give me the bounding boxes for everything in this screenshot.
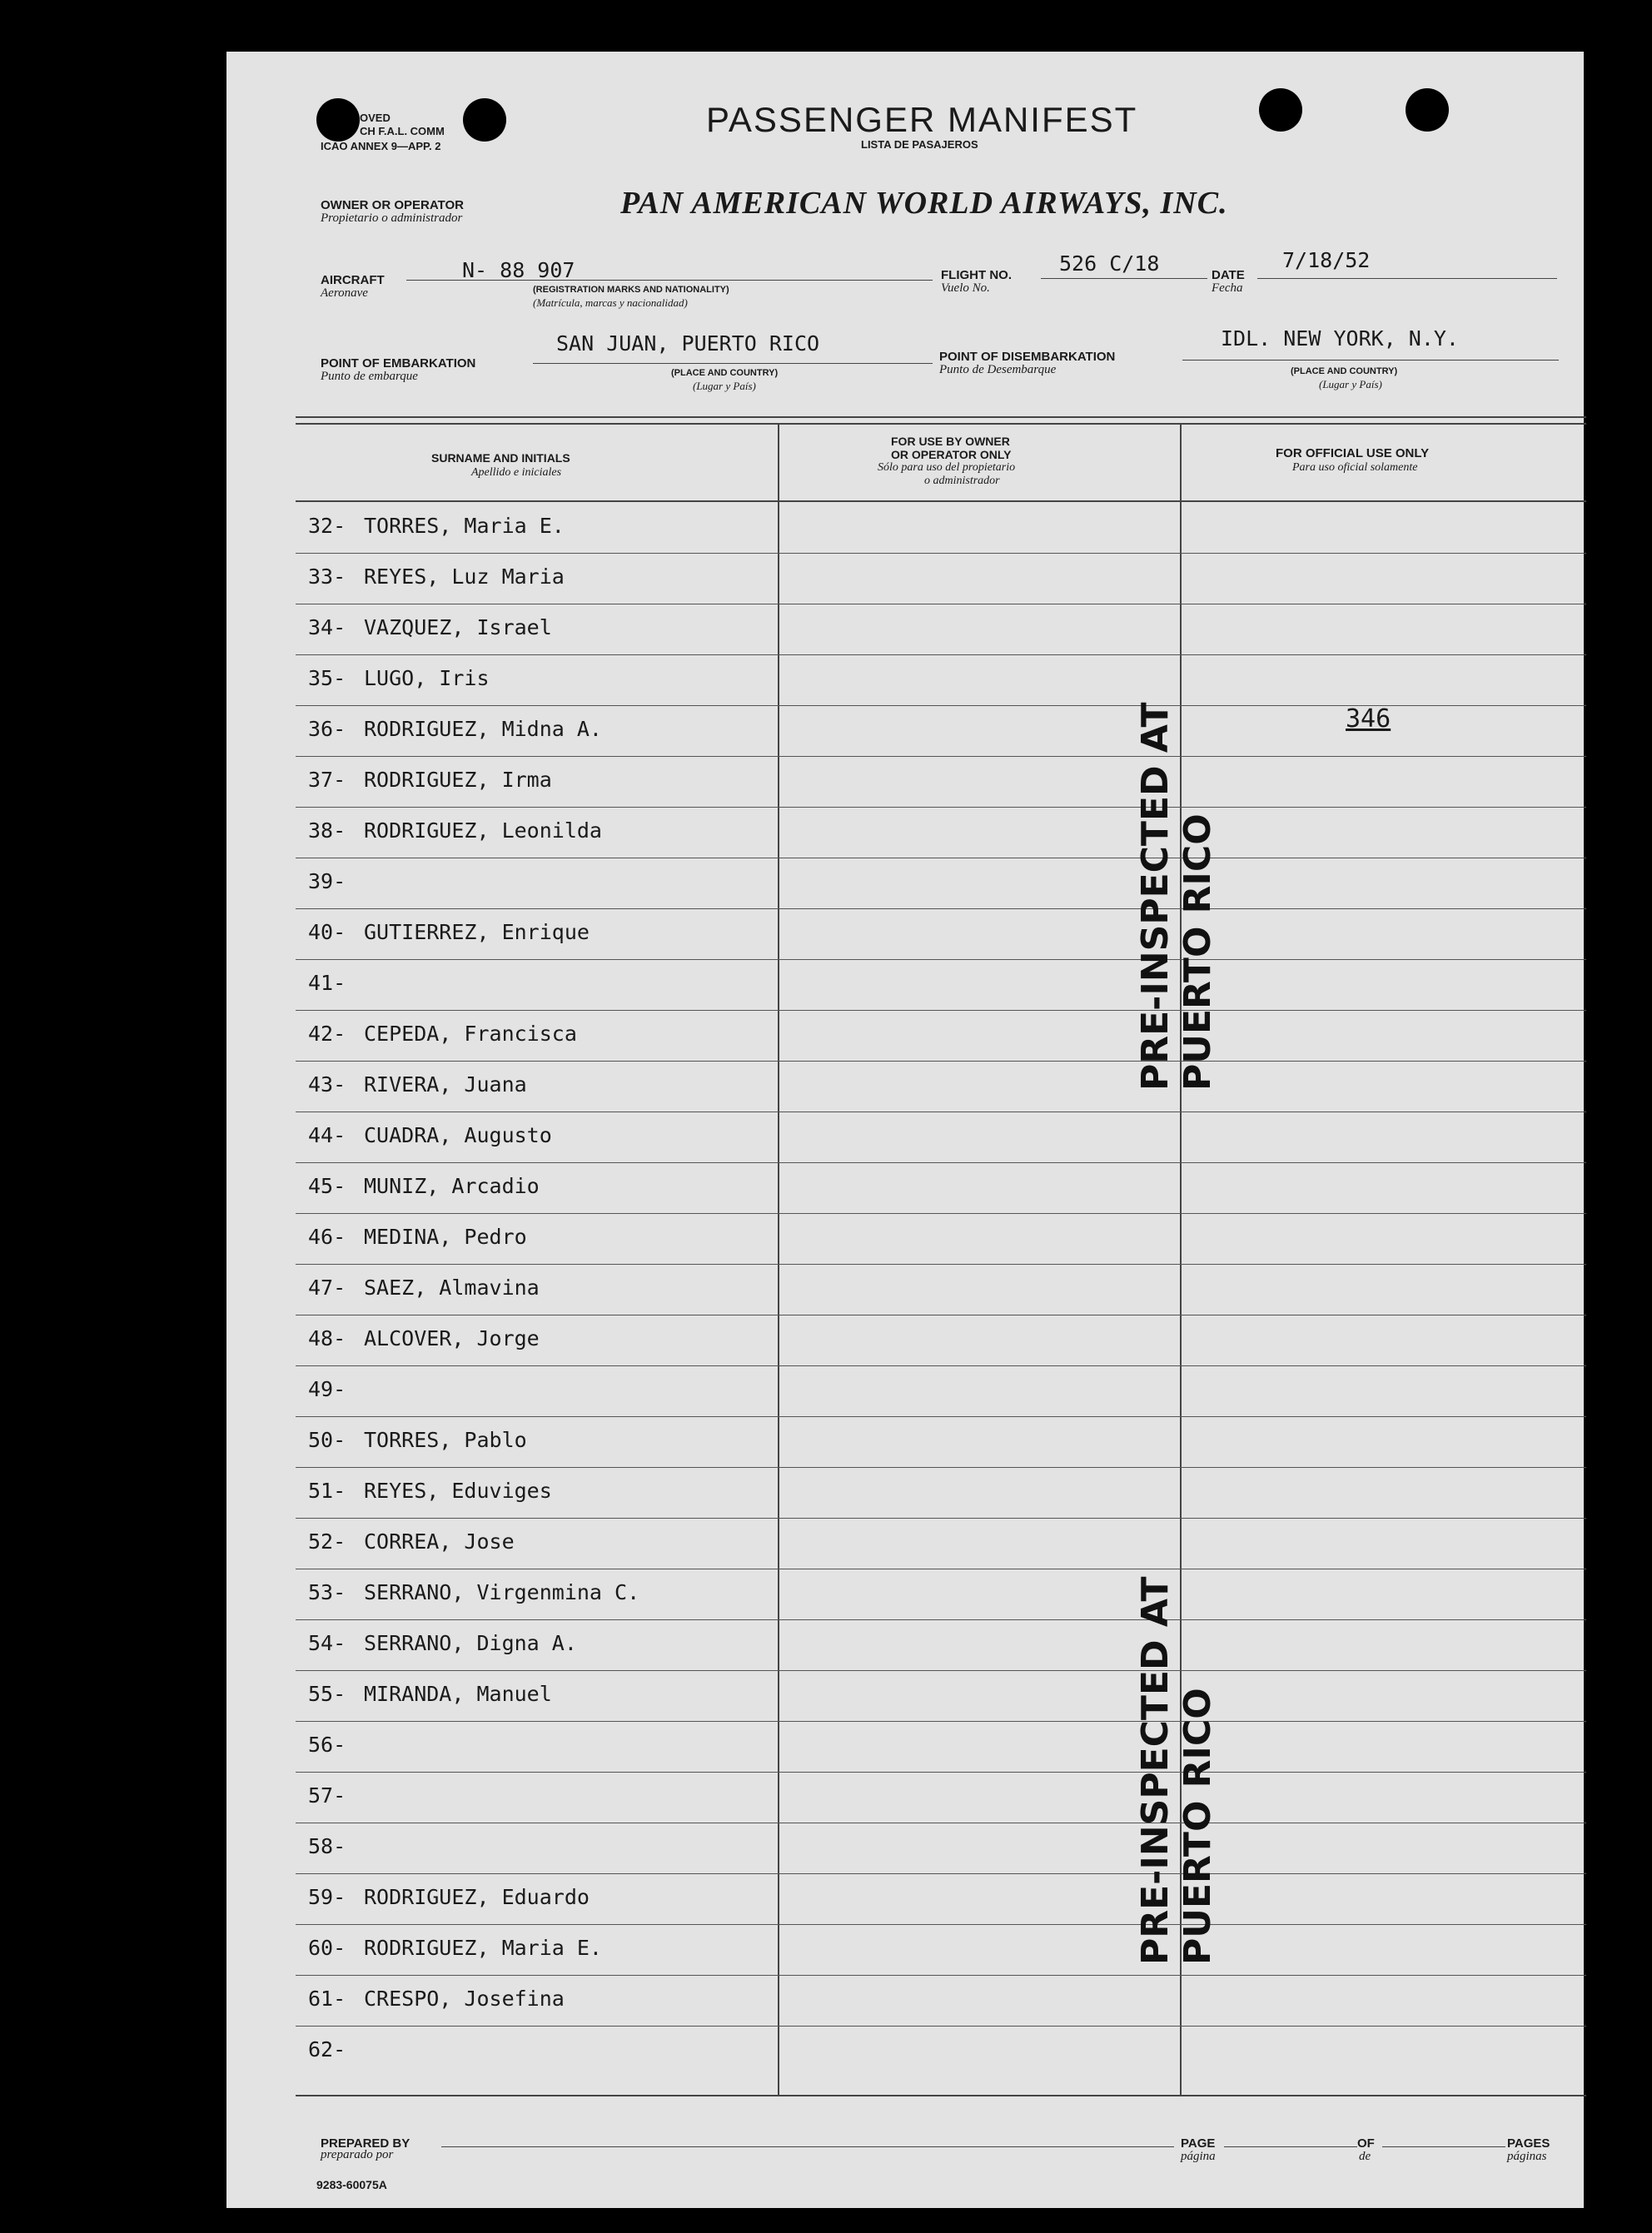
prepared-label: PREPARED BY — [321, 2136, 411, 2151]
owner-label: OWNER OR OPERATOR — [321, 198, 464, 212]
column-header-surname-es: Apellido e iniciales — [471, 466, 562, 479]
row-divider — [296, 1619, 1586, 1620]
row-number: 50- — [308, 1428, 346, 1452]
row-number: 62- — [308, 2037, 346, 2061]
row-number: 61- — [308, 1987, 346, 2011]
embark-label: POINT OF EMBARKATION — [321, 356, 476, 371]
flight-label: FLIGHT NO. — [941, 268, 1012, 282]
row-number: 44- — [308, 1123, 346, 1147]
row-number: 51- — [308, 1479, 346, 1503]
prepared-underline — [441, 2146, 1174, 2147]
disembark-place-caption-es: (Lugar y País) — [1319, 378, 1382, 390]
stamp-upper: PRE-INSPECTED AT PUERTO RICO — [1134, 702, 1219, 1091]
row-number: 34- — [308, 615, 346, 639]
row-number: 60- — [308, 1936, 346, 1960]
punch-hole-left-1 — [316, 98, 360, 142]
row-number: 46- — [308, 1225, 346, 1249]
aircraft-value: N- 88 907 — [462, 258, 575, 282]
row-number: 52- — [308, 1529, 346, 1554]
row-divider — [296, 1467, 1586, 1468]
column-header-owner-es-1: Sólo para uso del propietario — [878, 461, 1016, 474]
of-underline — [1382, 2146, 1505, 2147]
passenger-name: TORRES, Pablo — [364, 1428, 527, 1452]
row-divider — [296, 1924, 1586, 1925]
row-divider — [296, 908, 1586, 909]
row-divider — [296, 1061, 1586, 1062]
column-header-surname: SURNAME AND INITIALS — [431, 451, 570, 465]
row-divider — [296, 1264, 1586, 1265]
passenger-name: RODRIGUEZ, Midna A. — [364, 717, 602, 741]
passenger-name: REYES, Eduviges — [364, 1479, 552, 1503]
row-number: 41- — [308, 971, 346, 995]
row-number: 48- — [308, 1326, 346, 1350]
passenger-name: RODRIGUEZ, Leonilda — [364, 818, 602, 843]
passenger-name: MIRANDA, Manuel — [364, 1682, 552, 1706]
column-header-owner-1: FOR USE BY OWNER — [891, 435, 1010, 448]
page-underline — [1224, 2146, 1357, 2147]
approved-line-1: OVED — [360, 112, 391, 124]
row-divider — [296, 1670, 1586, 1671]
prepared-label-es: preparado por — [321, 2148, 394, 2161]
row-divider — [296, 1772, 1586, 1773]
row-divider — [296, 1873, 1586, 1874]
passenger-name: MUNIZ, Arcadio — [364, 1174, 540, 1198]
row-number: 42- — [308, 1022, 346, 1046]
passenger-name: REYES, Luz Maria — [364, 564, 565, 589]
row-divider — [296, 1975, 1586, 1976]
row-number: 45- — [308, 1174, 346, 1198]
row-divider — [296, 1010, 1586, 1011]
table-top-rule-1 — [296, 416, 1586, 418]
owner-value: PAN AMERICAN WORLD AIRWAYS, INC. — [620, 186, 1228, 221]
approved-line-2: CH F.A.L. COMM — [360, 125, 445, 137]
embark-label-es: Punto de embarque — [321, 370, 418, 383]
row-divider — [296, 2026, 1586, 2027]
embark-value: SAN JUAN, PUERTO RICO — [556, 331, 820, 356]
embark-place-caption: (PLACE AND COUNTRY) — [671, 368, 779, 378]
row-number: 35- — [308, 666, 346, 690]
date-underline — [1257, 278, 1557, 279]
page-label-es: página — [1181, 2150, 1216, 2163]
column-header-official-es: Para uso oficial solamente — [1292, 461, 1418, 474]
row-divider — [296, 1518, 1586, 1519]
disembark-label-es: Punto de Desembarque — [939, 363, 1057, 376]
date-label-es: Fecha — [1212, 281, 1243, 295]
passenger-name: TORRES, Maria E. — [364, 514, 565, 538]
row-divider — [296, 1162, 1586, 1163]
of-label-es: de — [1359, 2150, 1371, 2163]
aircraft-label-es: Aeronave — [321, 286, 368, 300]
row-divider — [296, 654, 1586, 655]
row-number: 33- — [308, 564, 346, 589]
form-number: 9283-60075A — [316, 2178, 387, 2191]
passenger-name: MEDINA, Pedro — [364, 1225, 527, 1249]
passenger-name: ALCOVER, Jorge — [364, 1326, 540, 1350]
punch-hole-left-2 — [463, 98, 506, 142]
disembark-place-caption: (PLACE AND COUNTRY) — [1291, 366, 1398, 376]
passenger-name: RODRIGUEZ, Eduardo — [364, 1885, 590, 1909]
passenger-name: SERRANO, Digna A. — [364, 1631, 577, 1655]
row-number: 57- — [308, 1783, 346, 1808]
row-divider — [296, 1721, 1586, 1722]
pages-label: PAGES — [1507, 2136, 1550, 2151]
embark-underline — [533, 363, 933, 364]
column-header-owner-es-2: o administrador — [924, 475, 1000, 487]
aircraft-label: AIRCRAFT — [321, 273, 385, 287]
row-number: 40- — [308, 920, 346, 944]
footer-rule — [296, 2095, 1586, 2096]
row-number: 49- — [308, 1377, 346, 1401]
table-top-rule-2 — [296, 423, 1586, 425]
row-number: 53- — [308, 1580, 346, 1604]
row-divider — [296, 807, 1586, 808]
official-note: 346 — [1346, 704, 1391, 734]
row-number: 43- — [308, 1072, 346, 1097]
passenger-name: LUGO, Iris — [364, 666, 490, 690]
row-divider — [296, 959, 1586, 960]
row-number: 37- — [308, 768, 346, 792]
registration-caption: (REGISTRATION MARKS AND NATIONALITY) — [533, 285, 729, 295]
table-header-rule — [296, 500, 1586, 502]
passenger-name: SERRANO, Virgenmina C. — [364, 1580, 640, 1604]
registration-caption-es: (Matrícula, marcas y nacionalidad) — [533, 296, 688, 309]
page-title: PASSENGER MANIFEST — [706, 100, 1138, 139]
embark-place-caption-es: (Lugar y País) — [693, 380, 756, 392]
flight-label-es: Vuelo No. — [941, 281, 990, 295]
row-number: 56- — [308, 1733, 346, 1757]
row-number: 36- — [308, 717, 346, 741]
flight-underline — [1041, 278, 1207, 279]
page-title-es: LISTA DE PASAJEROS — [861, 138, 978, 151]
column-header-official: FOR OFFICIAL USE ONLY — [1276, 446, 1430, 460]
row-divider — [296, 1365, 1586, 1366]
passenger-name: CUADRA, Augusto — [364, 1123, 552, 1147]
row-number: 54- — [308, 1631, 346, 1655]
passenger-name: CORREA, Jose — [364, 1529, 515, 1554]
row-divider — [296, 756, 1586, 757]
row-number: 39- — [308, 869, 346, 893]
passenger-name: RODRIGUEZ, Irma — [364, 768, 552, 792]
row-number: 47- — [308, 1276, 346, 1300]
page-label: PAGE — [1181, 2136, 1216, 2151]
of-label: OF — [1357, 2136, 1375, 2151]
flight-value: 526 C/18 — [1059, 251, 1160, 276]
row-number: 59- — [308, 1885, 346, 1909]
row-divider — [296, 1213, 1586, 1214]
row-number: 55- — [308, 1682, 346, 1706]
row-divider — [296, 553, 1586, 554]
row-number: 32- — [308, 514, 346, 538]
passenger-name: GUTIERREZ, Enrique — [364, 920, 590, 944]
owner-label-es: Propietario o administrador — [321, 211, 463, 225]
pages-label-es: páginas — [1507, 2150, 1547, 2163]
column-divider-1 — [778, 425, 779, 2096]
disembark-underline — [1182, 360, 1559, 361]
row-number: 58- — [308, 1834, 346, 1858]
punch-hole-right-1 — [1259, 88, 1302, 132]
passenger-name: VAZQUEZ, Israel — [364, 615, 552, 639]
passenger-name: CRESPO, Josefina — [364, 1987, 565, 2011]
punch-hole-right-2 — [1406, 88, 1449, 132]
row-divider — [296, 1416, 1586, 1417]
row-divider — [296, 705, 1586, 706]
passenger-name: RIVERA, Juana — [364, 1072, 527, 1097]
row-number: 38- — [308, 818, 346, 843]
date-value: 7/18/52 — [1282, 248, 1371, 272]
passenger-name: SAEZ, Almavina — [364, 1276, 540, 1300]
disembark-value: IDL. NEW YORK, N.Y. — [1221, 326, 1459, 351]
disembark-label: POINT OF DISEMBARKATION — [939, 350, 1116, 364]
column-header-owner-2: OR OPERATOR ONLY — [891, 448, 1012, 461]
date-label: DATE — [1212, 268, 1245, 282]
passenger-name: CEPEDA, Francisca — [364, 1022, 577, 1046]
passenger-name: RODRIGUEZ, Maria E. — [364, 1936, 602, 1960]
stamp-lower: PRE-INSPECTED AT PUERTO RICO — [1134, 1576, 1219, 1965]
approved-line-3: ICAO ANNEX 9—APP. 2 — [321, 140, 441, 152]
